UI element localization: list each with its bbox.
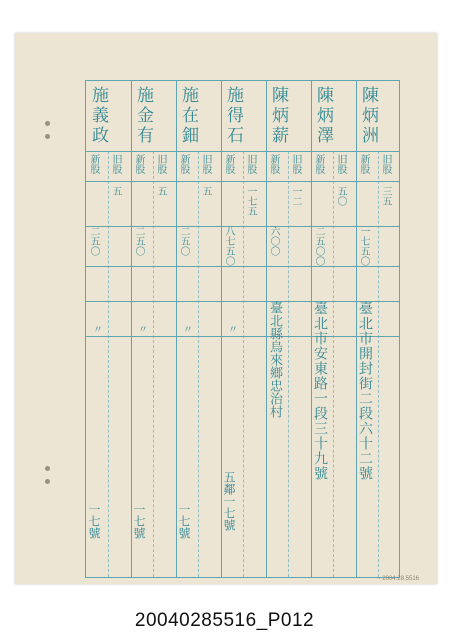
address: 一七號 (177, 503, 191, 539)
address: 臺北市安東路一段三十九號 (312, 301, 328, 481)
new-shares-value: 一七五〇 (358, 226, 369, 266)
new-shares-label: 新股 (358, 154, 369, 174)
new-shares-label: 新股 (88, 154, 99, 174)
address: 臺北縣烏來鄉忠治村 (267, 301, 282, 418)
old-shares-label: 旧股 (290, 154, 301, 174)
new-shares-label: 新股 (268, 154, 279, 174)
old-shares-label: 旧股 (335, 154, 346, 174)
new-shares-value: 二五〇 (88, 226, 99, 256)
shareholder-name: 施在鈿 (178, 86, 198, 146)
old-shares-value: 五 (110, 186, 121, 196)
corner-note: ~ 2004.28.5516 (377, 576, 419, 582)
new-shares-value: 八七五〇 (223, 226, 234, 266)
old-shares-value: 五 (155, 186, 166, 196)
archive-code-caption: 20040285516_P012 (134, 610, 315, 631)
shareholder-name: 施金有 (133, 86, 153, 146)
binding-hole (45, 479, 50, 484)
address: 臺北市開封街二段六十二號 (357, 301, 373, 481)
old-shares-value: 一七五 (245, 186, 256, 216)
shareholder-name: 陳炳薪 (268, 86, 288, 146)
shareholder-name: 陳炳澤 (313, 86, 333, 146)
old-shares-value: 五〇 (335, 186, 346, 206)
old-shares-label: 旧股 (380, 154, 391, 174)
address: 五鄰一七號 (222, 471, 236, 531)
address: 一七號 (87, 503, 101, 539)
shareholder-name: 施得石 (223, 86, 243, 146)
new-shares-label: 新股 (223, 154, 234, 174)
binding-hole (45, 121, 50, 126)
new-shares-label: 新股 (178, 154, 189, 174)
binding-hole (45, 134, 50, 139)
address: 一七號 (132, 503, 146, 539)
old-shares-label: 旧股 (200, 154, 211, 174)
ditto-mark: 〃 (183, 325, 193, 336)
new-shares-value: 二五〇 (178, 226, 189, 256)
new-shares-value: 二五〇 (133, 226, 144, 256)
ditto-mark: 〃 (228, 325, 238, 336)
old-shares-value: 三五 (380, 186, 391, 206)
document-page (15, 33, 437, 584)
new-shares-value: 六〇〇 (268, 226, 279, 256)
shareholder-name: 陳炳洲 (358, 86, 378, 146)
new-shares-label: 新股 (313, 154, 324, 174)
new-shares-value: 二五〇〇 (313, 226, 324, 266)
shareholder-name: 施義政 (88, 86, 108, 146)
binding-hole (45, 466, 50, 471)
new-shares-label: 新股 (133, 154, 144, 174)
ditto-mark: 〃 (93, 325, 103, 336)
old-shares-value: 一二 (290, 186, 301, 206)
old-shares-value: 五 (200, 186, 211, 196)
old-shares-label: 旧股 (155, 154, 166, 174)
old-shares-label: 旧股 (245, 154, 256, 174)
old-shares-label: 旧股 (110, 154, 121, 174)
ditto-mark: 〃 (138, 325, 148, 336)
